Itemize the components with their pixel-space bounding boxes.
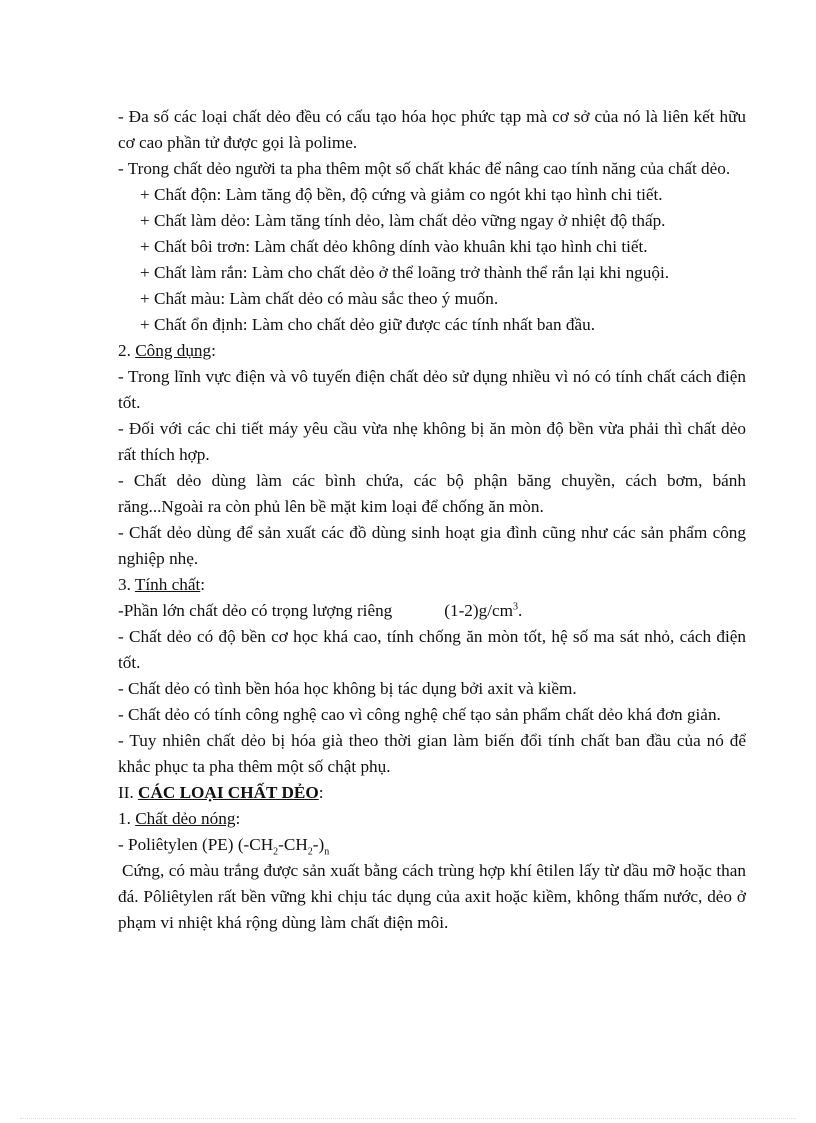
property-item: - Chất dẻo có tình bền hóa học không bị tác dụng bởi axit và kiềm. [118,679,577,698]
heading-plastic-types-number: II. [118,783,139,802]
additive-hardener: + Chất làm rắn: Làm cho chất dẻo ở thể loãng trở thành thể rắn lại khi nguội. [140,263,670,282]
heading-thermoplastic-number: 1. [118,809,136,828]
polyethylene-formula [118,832,746,858]
additive-colorant: + Chất màu: Làm chất dẻo có màu sắc theo ý muốn. [140,289,499,308]
density-value: (1-2)g/cm [444,601,513,620]
heading-uses-number: 2. [118,341,136,360]
heading-uses-title: Công dụng [135,341,212,360]
heading-thermoplastic [118,806,746,832]
additive-filler: + Chất độn: Làm tăng độ bền, độ cứng và giảm co ngót khi tạo hình chi tiết. [140,185,663,204]
paragraph-additives: - Trong chất dẻo người ta pha thêm một số chất khác để nâng cao tính năng của chất dẻo. [118,159,731,178]
heading-properties-colon: : [200,575,206,594]
heading-thermoplastic-title: Chất dẻo nóng [135,809,236,828]
density-text: -Phần lớn chất dẻo có trọng lượng riêng [118,601,393,620]
pe-name: - Poliêtylen (PE) (-CH [118,835,274,854]
pe-subscript-2: 2 [307,846,313,858]
use-item: - Đối với các chi tiết máy yêu cầu vừa nhẹ không bị ăn mòn độ bền vừa phải thì chất dẻo rất thích hợp. [118,419,746,464]
property-item: - Chất dẻo có độ bền cơ học khá cao, tính chống ăn mòn tốt, hệ số ma sát nhỏ, cách điện tốt. [118,627,746,672]
additive-plasticizer: + Chất làm dẻo: Làm tăng tính dẻo, làm chất dẻo vững ngay ở nhiệt độ thấp. [140,211,666,230]
heading-properties [118,572,746,598]
pe-subscript-1: 2 [273,846,279,858]
page-bottom-divider [20,1118,796,1119]
polyethylene-description: Cứng, có màu trắng được sản xuất bằng cách trùng hợp khí êtilen lấy từ dầu mỡ hoặc than đá. Pôliêtylen rất bền vững khi chịu tác dụng của axit hoặc kiềm, không thấm nước, dẻo ở phạm vi nhiệt khá rộng dùng làm chất điện môi. [118,861,746,932]
pe-mid: -CH [278,835,308,854]
property-item: - Chất dẻo có tính công nghệ cao vì công nghệ chế tạo sản phẩm chất dẻo khá đơn giản. [118,705,721,724]
heading-properties-number: 3. [118,575,135,594]
paragraph-polymer-structure: - Đa số các loại chất dẻo đều có cấu tạo hóa học phức tạp mà cơ sở của nó là liên kết hữu cơ cao phần tử được gọi là polime. [118,107,746,152]
heading-thermoplastic-colon: : [235,809,241,828]
density-exponent: 3 [513,601,518,613]
document-page [118,104,746,936]
use-item: - Chất dẻo dùng để sản xuất các đồ dùng sinh hoạt gia đình cũng như các sản phẩm công nghiệp nhẹ. [118,523,746,568]
additive-stabilizer: + Chất ổn định: Làm cho chất dẻo giữ được các tính nhất ban đầu. [140,315,596,334]
heading-uses-colon: : [211,341,216,360]
heading-plastic-types [118,780,746,806]
pe-subscript-n: n [324,846,330,858]
use-item: - Trong lĩnh vực điện và vô tuyến điện chất dẻo sử dụng nhiều vì nó có tính chất cách điện tốt. [118,367,746,412]
property-item: - Tuy nhiên chất dẻo bị hóa già theo thời gian làm biến đổi tính chất ban đầu của nó để khắc phục ta pha thêm một số chật phụ. [118,731,746,776]
additive-lubricant: + Chất bôi trơn: Làm chất dẻo không dính vào khuân khi tạo hình chi tiết. [140,237,648,256]
density-end: . [518,601,523,620]
heading-uses [118,338,746,364]
pe-close: -) [312,835,325,854]
heading-plastic-types-colon: : [318,783,324,802]
heading-properties-title: Tính chất [134,575,201,594]
heading-plastic-types-title: CÁC LOẠI CHẤT DẺO [138,783,319,802]
property-density [118,598,746,624]
use-item: - Chất dẻo dùng làm các bình chứa, các bộ phận băng chuyền, cách bơm, bánh răng...Ngoài ra còn phủ lên bề mặt kim loại để chống ăn mòn. [118,471,746,516]
